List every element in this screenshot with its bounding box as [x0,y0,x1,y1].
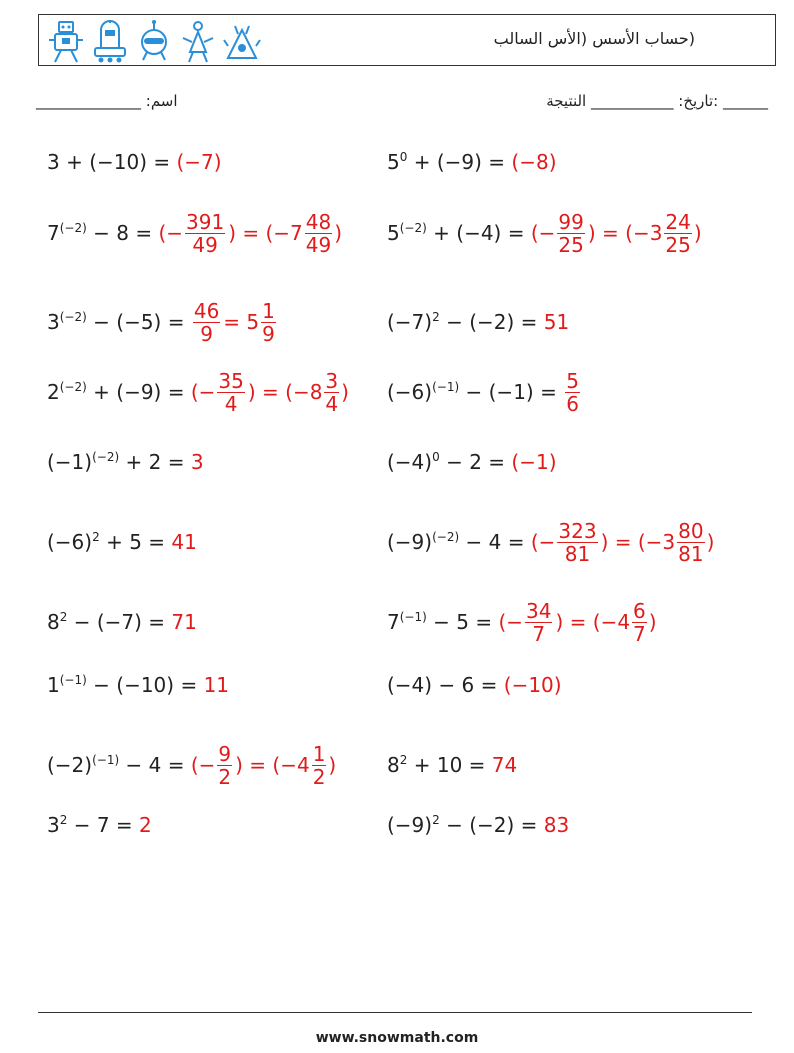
question-rest: + (−4) = [426,221,525,245]
question [47,610,165,634]
question [47,150,170,174]
question [47,753,184,777]
problem-item [387,785,569,865]
denominator: 25 [558,232,584,257]
question-base: 7 [387,610,400,634]
question-rest: − 4 = [119,753,185,777]
answer-mixed: ) = (−8 [247,380,323,404]
question-rest: − 8 = [86,221,153,245]
numerator: 46 [193,298,220,323]
denominator: 7 [633,621,646,646]
numerator: 1 [262,298,275,323]
exponent: (−1) [432,380,460,394]
answer [171,530,196,554]
question-base: (−6) [47,530,93,554]
question-base: (−6) [387,380,433,404]
question-rest: + 2 = [119,450,185,474]
question-rest: + (−9) = [86,380,185,404]
numerator: 34 [526,598,552,623]
fraction-mixed [261,300,276,345]
numerator: 3 [325,368,339,393]
answer-value: 74 [491,753,518,777]
answer [191,300,278,345]
answer-prefix: (− [190,380,216,404]
problem-item [47,502,197,582]
fraction [565,370,580,415]
numerator: 99 [558,209,584,234]
answer-mixed: ) = (−3 [587,221,663,245]
question [387,221,524,245]
numerator: 323 [558,518,597,543]
fraction-mixed [305,211,332,256]
exponent: (−1) [59,673,87,687]
numerator: 80 [678,518,704,543]
answer-value: 51 [543,310,570,334]
question [47,530,165,554]
problem-item [47,282,278,362]
fraction [193,300,220,345]
answer [504,673,562,697]
question-rest: − (−5) = [86,310,185,334]
answer-mixed: ) = (−7 [228,221,303,245]
exponent: (−2) [92,450,120,464]
answer-prefix: (− [530,221,556,245]
answer-prefix: (− [498,610,524,634]
answer-value: (−7) [176,150,222,174]
question-base: 1 [47,673,60,697]
answer [498,600,656,645]
denominator: 4 [224,391,238,416]
fraction-mixed [664,211,691,256]
question-base: 5 [387,150,400,174]
answer [511,150,556,174]
denominator: 4 [325,391,339,416]
question-base: (−4) [387,450,433,474]
question-rest: + 10 = [407,753,486,777]
answer [531,520,715,565]
date-score-field: ______ :تاريخ: ___________ النتيجة [546,92,768,110]
fraction [217,743,232,788]
question [47,673,197,697]
answer-value: (−8) [511,150,557,174]
robot-icon-5 [223,18,261,64]
answer [171,610,196,634]
exponent: 0 [432,450,440,464]
denominator: 9 [200,321,213,346]
fraction [525,600,552,645]
problem-item [387,122,557,202]
numerator: 24 [665,209,691,234]
exponent: 2 [59,610,68,624]
footer-url: www.snowmath.com [315,1030,479,1046]
fraction [557,211,584,256]
exponent: (−2) [59,310,87,324]
question-base: (−2) [47,753,93,777]
name-field: اسم: ______________ [36,92,178,110]
exponent: (−2) [59,221,87,235]
exponent: (−1) [92,753,120,767]
answer-suffix: ) [328,753,337,777]
answer [531,211,702,256]
problem-item [47,352,349,432]
fraction-mixed [632,600,647,645]
denominator: 6 [566,391,579,416]
question [387,530,524,554]
question-base: 3 + (−10) = [47,150,171,174]
question-rest: + 5 = [99,530,166,554]
question-base: 7 [47,221,60,245]
answer-prefix: (− [530,530,556,554]
answer-value: 11 [203,673,230,697]
answer [139,813,152,837]
question [47,380,184,404]
denominator: 25 [665,232,691,257]
answer-mixed: ) = (−4 [555,610,631,634]
problem-item [47,422,204,502]
exponent: 2 [59,813,68,827]
problem-item [387,502,714,582]
question-base: (−7) [387,310,433,334]
robot-icon-3 [135,18,173,64]
answer [191,370,349,415]
exponent: 0 [399,150,408,164]
fraction [217,370,244,415]
numerator: 48 [305,209,332,234]
question-base: (−4) − 6 = [387,673,498,697]
denominator: 81 [564,541,591,566]
answer-suffix: ) [648,610,657,634]
question [47,310,184,334]
answer [544,310,569,334]
question-rest: − 4 = [459,530,525,554]
robot-icons [47,18,261,64]
question [47,221,152,245]
denominator: 7 [532,621,546,646]
answer-suffix: ) [334,221,343,245]
question [47,813,133,837]
numerator: 1 [312,741,326,766]
answer [544,813,569,837]
numerator: 6 [633,598,646,623]
fraction-mixed [677,520,704,565]
exponent: 2 [432,310,440,324]
answer [191,450,204,474]
question-rest: − (−2) = [439,310,538,334]
question-rest: − 7 = [67,813,133,837]
question [387,753,485,777]
fraction-mixed [324,370,339,415]
answer [492,753,517,777]
answer [176,150,221,174]
answer-mixed: ) = (−3 [600,530,676,554]
exponent: (−1) [399,610,427,624]
answer-prefix: (− [158,221,184,245]
question-rest: − (−10) = [86,673,198,697]
answer-suffix: ) [341,380,349,404]
exponent: (−2) [59,380,87,394]
worksheet-header [38,14,776,66]
numerator: 391 [186,209,225,234]
denominator: 49 [192,232,218,257]
answer [563,370,582,415]
fraction-mixed [312,743,327,788]
problem-item [387,645,562,725]
question-rest: − (−7) = [67,610,166,634]
fraction [557,520,597,565]
denominator: 81 [678,541,704,566]
robot-icon-1 [47,18,85,64]
problem-item [47,785,152,865]
answer-value: 83 [543,813,570,837]
answer-suffix: ) [706,530,715,554]
question-base: 5 [387,221,400,245]
question [387,450,505,474]
exponent: 2 [92,530,100,544]
question [387,610,492,634]
problem-item [387,352,582,432]
fraction [185,211,225,256]
exponent: 2 [399,753,408,767]
problem-item [387,282,569,362]
exponent: 2 [432,813,440,827]
question [387,673,497,697]
question-rest: + (−9) = [407,150,506,174]
denominator: 49 [305,232,332,257]
answer [511,450,556,474]
question-rest: − (−2) = [439,813,538,837]
worksheet-title: (حساب الأسس (الأس السالب [493,29,695,48]
answer [204,673,229,697]
answer-suffix: ) [693,221,702,245]
question-rest: − 5 = [426,610,493,634]
robot-icon-2 [91,18,129,64]
numerator: 9 [218,741,232,766]
problem-item [387,422,557,502]
numerator: 35 [218,368,244,393]
footer-divider [38,1012,752,1013]
question [387,150,505,174]
question-base: (−9) [387,813,433,837]
answer [191,743,336,788]
robot-icon-4 [179,18,217,64]
denominator: 2 [312,764,326,789]
question-rest: − (−1) = [459,380,557,404]
exponent: (−2) [432,530,460,544]
question [387,310,537,334]
question-base: 8 [47,610,60,634]
question-base: 3 [47,813,60,837]
answer-value: 2 [139,813,152,837]
answer [158,211,342,256]
question [387,380,557,404]
denominator: 2 [218,764,232,789]
exponent: (−2) [399,221,427,235]
question-base: 2 [47,380,60,404]
problem-item [47,193,342,273]
problem-item [47,645,229,725]
problem-item [387,193,702,273]
question-base: (−9) [387,530,433,554]
problem-item [47,122,222,202]
answer-mixed: = 5 [223,310,260,334]
answer-value: 41 [171,530,197,554]
numerator: 5 [566,368,579,393]
answer-value: (−10) [503,673,562,697]
answer-mixed: ) = (−4 [235,753,310,777]
answer-prefix: (− [190,753,216,777]
question [47,450,184,474]
question-rest: − 2 = [439,450,506,474]
question [387,813,537,837]
answer-value: 71 [171,610,197,634]
answer-value: (−1) [511,450,557,474]
question-base: 3 [47,310,60,334]
answer-value: 3 [190,450,204,474]
question-base: (−1) [47,450,93,474]
denominator: 9 [262,321,275,346]
question-base: 8 [387,753,400,777]
